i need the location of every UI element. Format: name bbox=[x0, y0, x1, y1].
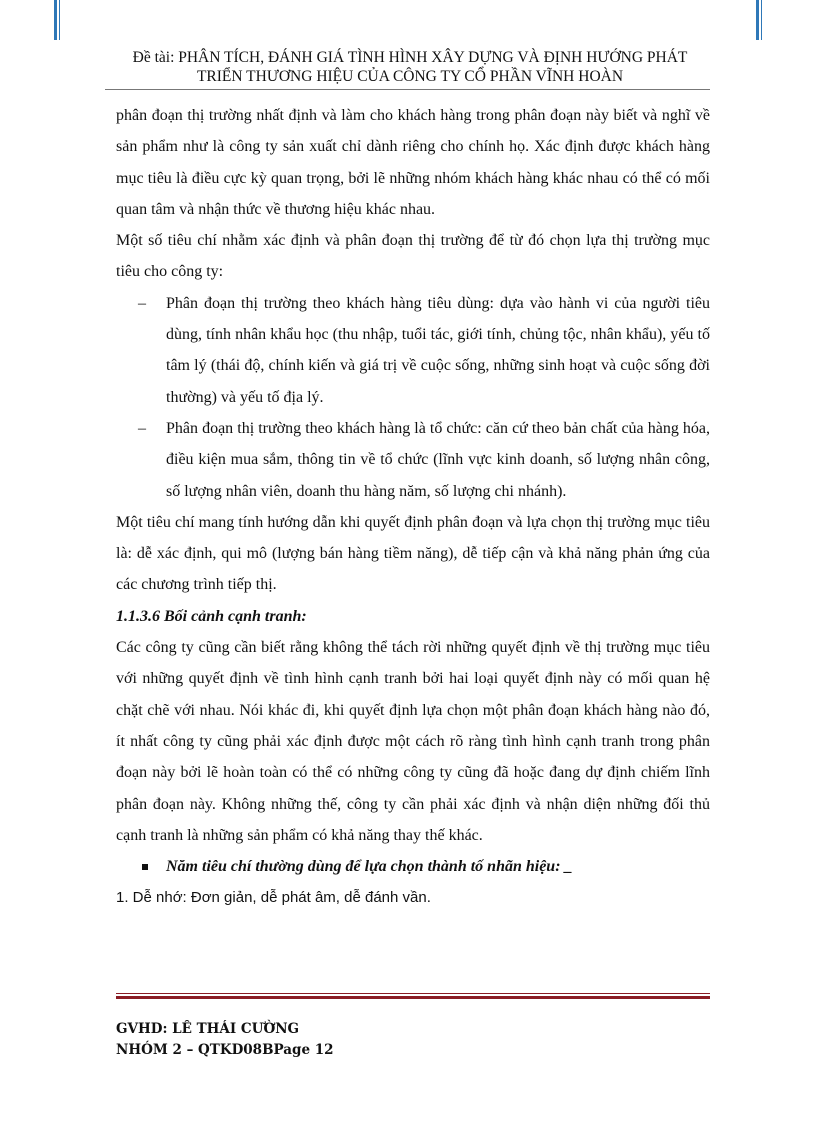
list-item bbox=[116, 413, 710, 507]
header-title-line-2: TRIỂN THƯƠNG HIỆU CỦA CÔNG TY CỔ PHẦN VĨNH HOÀN bbox=[196, 68, 624, 85]
dash-bullet-icon: – bbox=[138, 419, 146, 437]
header-title-line-1: Đề tài: PHÂN TÍCH, ĐÁNH GIÁ TÌNH HÌNH XÂY DỰNG VÀ ĐỊNH HƯỚNG PHÁT bbox=[132, 49, 688, 66]
footer-divider-thin bbox=[116, 993, 710, 994]
page-border-right bbox=[756, 0, 762, 40]
square-bullet-item bbox=[116, 851, 710, 882]
dash-bullet-list bbox=[116, 288, 710, 507]
square-bullet-icon bbox=[142, 864, 148, 870]
document-body bbox=[116, 100, 710, 914]
footer-divider-thick bbox=[116, 996, 710, 999]
header-divider bbox=[105, 89, 710, 90]
page-footer bbox=[116, 1019, 334, 1061]
square-bullet-text: Năm tiêu chí thường dùng để lựa chọn thành tố nhãn hiệu: _ bbox=[166, 858, 573, 876]
paragraph: Các công ty cũng cần biết rằng không thể tách rời những quyết định về thị trường mục tiêu với những quyết định về tình hình cạnh tranh bởi hai loại quyết định này có mối quan hệ chặt chẽ với nhau. Nói khác đi, khi quyết định lựa chọn một phân đoạn khách hàng nào đó, ít nhất công ty cũng phải xác định được một cách rõ ràng tình hình cạnh tranh trong phân đoạn này bởi lẽ hoàn toàn có thể có những công ty cũng đã hoặc đang dự định chiếm lĩnh phân đoạn này. Không những thế, công ty cần phải xác định và nhận diện những đối thủ cạnh tranh là những sản phẩm có khả năng thay thế khác. bbox=[116, 639, 710, 844]
dash-bullet-icon: – bbox=[138, 294, 146, 312]
list-item bbox=[116, 288, 710, 413]
list-item-text: Phân đoạn thị trường theo khách hàng là tổ chức: căn cứ theo bản chất của hàng hóa, điều kiện mua sắm, thông tin về tổ chức (lĩnh vực kinh doanh, số lượng nhân công, số lượng nhân viên, doanh thu hàng năm, số lượng chi nhánh). bbox=[166, 419, 710, 500]
footer-instructor: GVHD: LÊ THÁI CƯỜNG bbox=[116, 1021, 300, 1037]
page-header bbox=[90, 48, 730, 86]
list-item-text: Phân đoạn thị trường theo khách hàng tiêu dùng: dựa vào hành vi của người tiêu dùng, tính nhân khẩu học (thu nhập, tuổi tác, giới tính, chủng tộc, nhân khẩu), yếu tố tâm lý (thái độ, chính kiến và giá trị về cuộc sống, những sinh hoạt và cuộc sống đời thường) và yếu tố địa lý. bbox=[166, 294, 710, 406]
paragraph: phân đoạn thị trường nhất định và làm cho khách hàng trong phân đoạn này biết và nghĩ về sản phẩm như là công ty sản xuất chỉ dành riêng cho chính họ. Xác định được khách hàng mục tiêu là điều cực kỳ quan trọng, bởi lẽ những nhóm khách hàng khác nhau có thể có mối quan tâm và nhận thức về thương hiệu khác nhau. bbox=[116, 107, 710, 218]
page-border-left bbox=[54, 0, 60, 40]
numbered-item: 1. Dễ nhớ: Đơn giản, dễ phát âm, dễ đánh vần. bbox=[116, 889, 431, 907]
paragraph: Một số tiêu chí nhằm xác định và phân đoạn thị trường để từ đó chọn lựa thị trường mục tiêu cho công ty: bbox=[116, 232, 710, 281]
paragraph: Một tiêu chí mang tính hướng dẫn khi quyết định phân đoạn và lựa chọn thị trường mục tiêu là: dễ xác định, qui mô (lượng bán hàng tiềm năng), dễ tiếp cận và khả năng phản ứng của các chương trình tiếp thị. bbox=[116, 513, 710, 594]
section-heading: 1.1.3.6 Bối cảnh cạnh tranh: bbox=[116, 607, 307, 625]
footer-group-page: NHÓM 2 – QTKD08BPage 12 bbox=[116, 1042, 334, 1058]
